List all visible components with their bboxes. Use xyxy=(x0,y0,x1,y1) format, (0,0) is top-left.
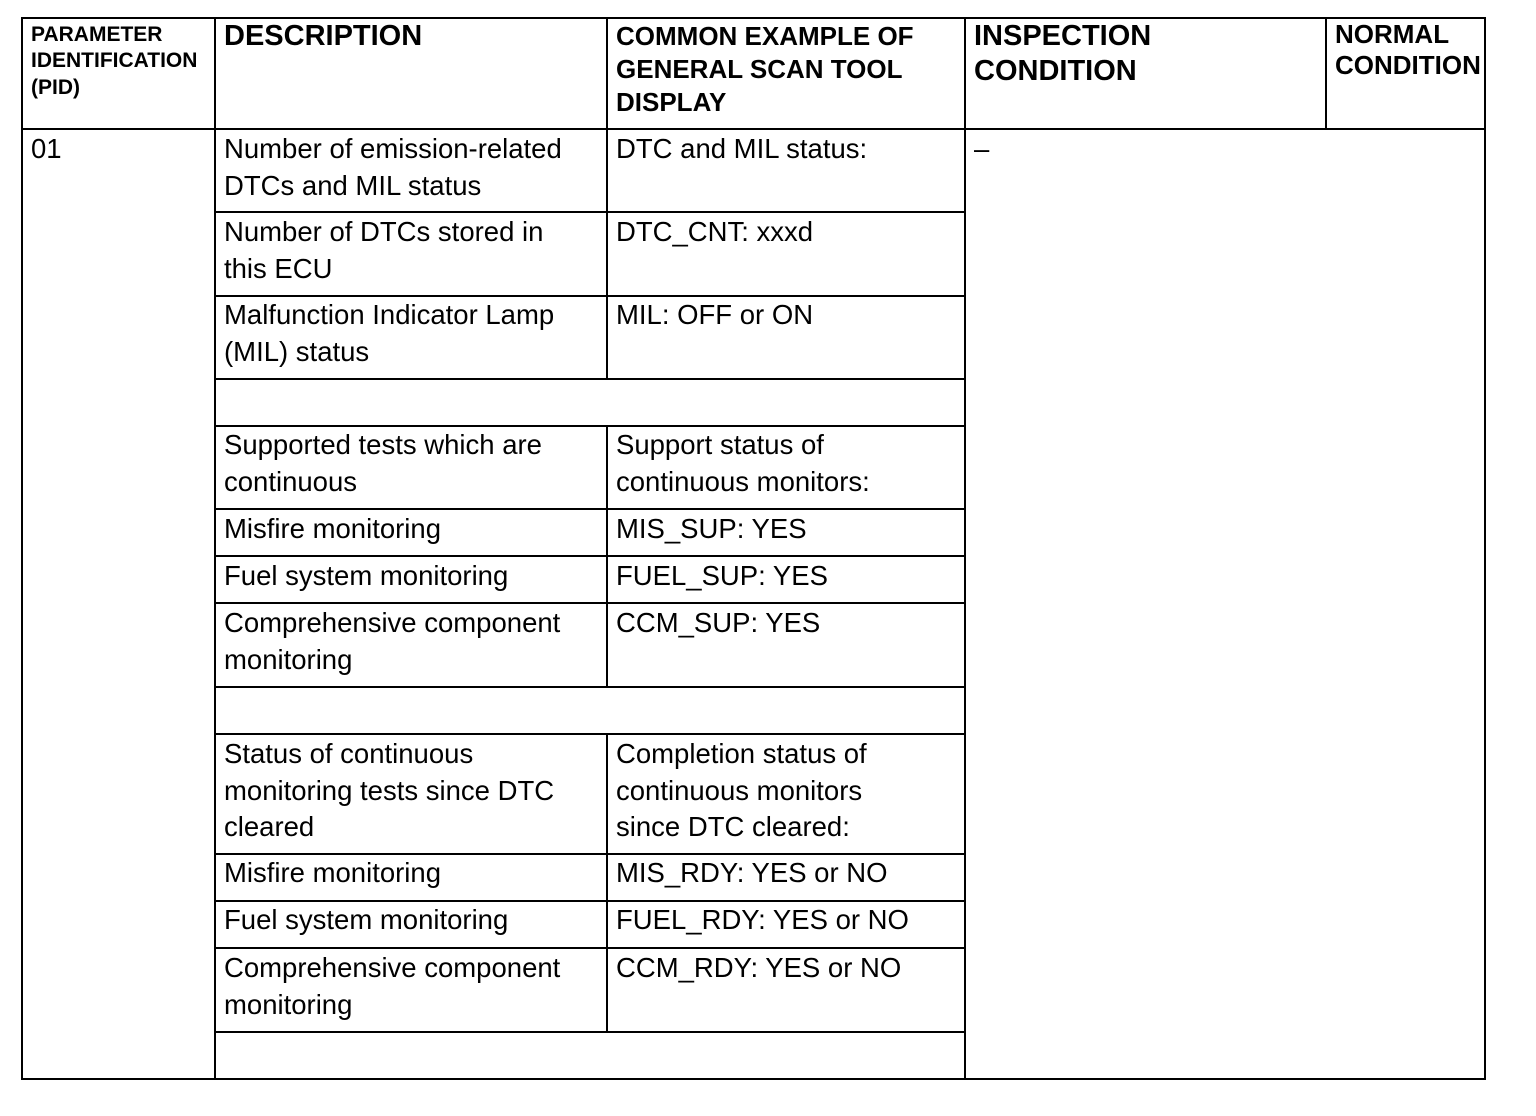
row-example: CCM_SUP: YES xyxy=(616,607,821,638)
row-divider xyxy=(214,378,966,380)
row-description: Fuel system monitoring xyxy=(224,904,509,935)
pid-value: 01 xyxy=(31,133,62,164)
row-example: CCM_RDY: YES or NO xyxy=(616,952,902,983)
row-description: Misfire monitoring xyxy=(224,513,442,544)
row-description: Comprehensive component monitoring xyxy=(224,607,561,675)
row-example: MIS_RDY: YES or NO xyxy=(616,857,888,888)
row-example: DTC and MIL status: xyxy=(616,133,868,164)
row-description: Comprehensive component monitoring xyxy=(224,952,561,1020)
row-divider xyxy=(214,733,966,735)
row-divider xyxy=(214,686,966,688)
row-description: Misfire monitoring xyxy=(224,857,442,888)
header-description: DESCRIPTION xyxy=(224,20,423,52)
row-description: Supported tests which are continuous xyxy=(224,429,542,497)
col-divider-description xyxy=(606,426,608,688)
header-pid: PARAMETER IDENTIFICATION (PID) xyxy=(31,23,198,99)
row-divider xyxy=(214,555,966,557)
row-example: FUEL_RDY: YES or NO xyxy=(616,904,909,935)
row-description: Status of continuous monitoring tests since DTC cleared xyxy=(224,738,555,843)
table-bottom-border xyxy=(21,1078,1486,1080)
col-divider-pid xyxy=(214,17,216,1080)
row-description: Fuel system monitoring xyxy=(224,560,509,591)
header-inspection-condition: INSPECTION CONDITION xyxy=(974,20,1152,87)
header-normal-condition: NORMAL CONDITION xyxy=(1335,19,1481,80)
row-divider xyxy=(214,1031,966,1033)
col-divider-inspection xyxy=(1325,17,1327,130)
row-example: FUEL_SUP: YES xyxy=(616,560,828,591)
header-bottom-border xyxy=(21,128,1486,130)
row-example: Completion status of continuous monitors since DTC cleared: xyxy=(616,738,867,843)
inspection-condition-value: – xyxy=(974,133,990,164)
row-example: MIS_SUP: YES xyxy=(616,513,807,544)
row-example: Support status of continuous monitors: xyxy=(616,429,870,497)
row-divider xyxy=(214,508,966,510)
col-divider-description xyxy=(606,17,608,380)
col-divider-description xyxy=(606,734,608,1033)
row-description: Number of emission-related DTCs and MIL status xyxy=(224,133,562,201)
row-divider xyxy=(214,947,966,949)
row-example: MIL: OFF or ON xyxy=(616,299,814,330)
table-left-border xyxy=(21,17,23,1080)
table-right-border xyxy=(1484,17,1486,1080)
row-description: Number of DTCs stored in this ECU xyxy=(224,216,544,284)
row-divider xyxy=(214,602,966,604)
row-example: DTC_CNT: xxxd xyxy=(616,216,814,247)
row-divider xyxy=(214,211,966,213)
header-example: COMMON EXAMPLE OF GENERAL SCAN TOOL DISPLAY xyxy=(616,21,914,118)
col-divider-example xyxy=(964,17,966,1080)
row-description: Malfunction Indicator Lamp (MIL) status xyxy=(224,299,555,367)
